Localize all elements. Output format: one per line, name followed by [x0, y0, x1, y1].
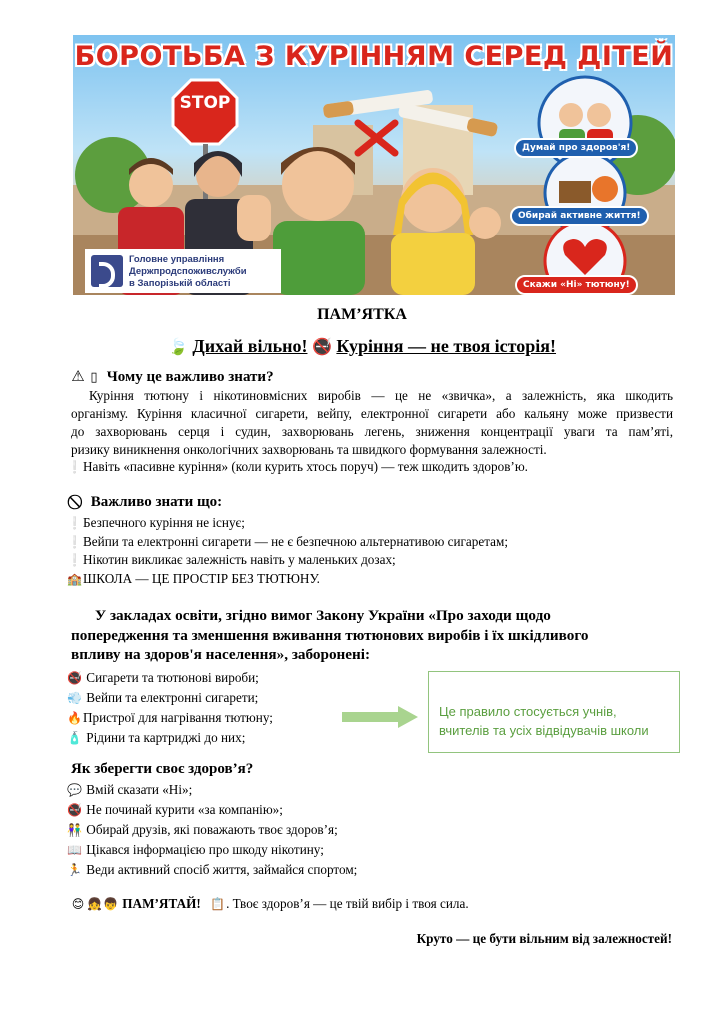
- list-item: 🏫ШКОЛА — ЦЕ ПРОСТІР БЕЗ ТЮТЮНУ.: [67, 570, 508, 589]
- passive-smoking-note: [67, 459, 528, 475]
- no-smoking-icon: 🚭: [311, 337, 332, 356]
- important-heading-text: Важливо знати що:: [90, 494, 223, 510]
- logo-line-3: в Запорізькій області: [129, 278, 231, 289]
- health-list: [67, 780, 357, 880]
- smiling-face-icon: 😊: [71, 897, 85, 911]
- banner-pill-say-no: Скажи «Ні» тютюну!: [515, 275, 638, 295]
- exclamation-icon: ❕: [67, 460, 82, 474]
- remember-label: ПАМ’ЯТАЙ!: [122, 896, 201, 911]
- list-item: ❕Вейпи та електронні сигарети — не є безпечною альтернативою сигаретам;: [67, 533, 508, 552]
- list-item: 👫 Обирай друзів, які поважають твоє здоров’я;: [67, 820, 357, 840]
- list-item: ❕Нікотин викликає залежність навіть у маленьких дозах;: [67, 551, 508, 570]
- running-icon: 🏃: [67, 863, 82, 877]
- list-item: 🚭 Не починай курити «за компанію»;: [67, 800, 357, 820]
- friends-icon: 👫: [67, 823, 82, 837]
- banner-pill-active: Обирай активне життя!: [510, 206, 649, 226]
- list-item: 🚭 Сигарети та тютюнові вироби;: [67, 668, 273, 688]
- exclamation-icon: ❕: [67, 516, 82, 530]
- prohibited-icon: [71, 494, 85, 510]
- school-icon: 🏫: [67, 571, 82, 586]
- leaf-icon: 🍃: [167, 337, 188, 356]
- stop-sign-text: STOP: [179, 93, 231, 113]
- exclamation-icon: ❕: [67, 553, 82, 567]
- logo-line-2: Держпродспоживслужби: [129, 266, 247, 277]
- speech-bubble-icon: 💬: [67, 783, 82, 797]
- list-item: ❕Безпечного куріння не існує;: [67, 514, 508, 533]
- girl-face-icon: 👧: [87, 897, 102, 911]
- warning-icon: ⚠: [71, 367, 85, 385]
- exclamation-icon: ❕: [67, 534, 82, 549]
- health-heading: Як зберегти своє здоров’я?: [71, 761, 254, 777]
- card-icon: 📋: [210, 897, 226, 911]
- rule-note-line-1: Це правило стосується учнів,: [439, 704, 617, 719]
- agency-logo: [85, 249, 281, 293]
- subtitle-part-1: Дихай вільно!: [192, 336, 308, 356]
- vape-icon: 💨: [67, 691, 82, 705]
- info-book-icon: 📖: [67, 843, 82, 857]
- document-subtitle: [0, 336, 724, 357]
- list-item: 🏃 Веди активний спосіб життя, займайся спортом;: [67, 860, 357, 880]
- heating-device-icon: 🔥: [67, 711, 82, 725]
- law-line-3: впливу на здоров'я населення», заборонені:: [71, 646, 371, 663]
- law-line-2: попередження та зменшення вживання тютюнових виробів і їх шкідливого: [71, 626, 589, 644]
- why-paragraph: [71, 387, 673, 459]
- why-line-1: Куріння тютюну і нікотиновмісних виробів — це не «звичка», а залежність, яка шкодить: [89, 388, 673, 403]
- list-item: 📖 Цікався інформацією про шкоду нікотину;: [67, 840, 357, 860]
- list-item: 🔥Пристрої для нагрівання тютюну;: [67, 708, 273, 728]
- header-banner: [73, 35, 675, 295]
- arrow-right-icon: [342, 706, 418, 728]
- document-title: ПАМ’ЯТКА: [317, 306, 407, 323]
- subtitle-part-2: Куріння — не твоя історія!: [336, 336, 557, 356]
- law-paragraph: [71, 606, 588, 665]
- why-line-2: організму. Куріння класичної сигарети, вейпу, електронної сигарети або кальяну може призвести: [71, 406, 673, 421]
- list-item: 💨 Вейпи та електронні сигарети;: [67, 688, 273, 708]
- remember-text: . Твоє здоров’я — це твій вибір і твоя сила.: [226, 896, 469, 911]
- banner-title: БОРОТЬБА З КУРІННЯМ СЕРЕД ДІТЕЙ: [74, 41, 674, 72]
- no-smoking-icon: 🚭: [67, 803, 82, 817]
- liquid-cartridge-icon: 🧴: [67, 731, 82, 745]
- why-line-4: ризику виникнення онкологічних захворювань та швидкого формування залежності.: [71, 442, 547, 457]
- banner-pill-health: Думай про здоров'я!: [514, 138, 638, 158]
- remember-line: [71, 896, 469, 912]
- agency-logo-icon: [91, 255, 123, 287]
- why-heading-text: Чому це важливо знати?: [106, 369, 274, 385]
- missing-glyph-icon: ▯: [90, 370, 98, 385]
- logo-line-1: Головне управління: [129, 254, 225, 265]
- banned-list: [67, 668, 273, 748]
- boy-face-icon: 👦: [103, 897, 118, 911]
- important-list: [67, 514, 508, 588]
- list-item: 💬 Вмій сказати «Ні»;: [67, 780, 357, 800]
- important-heading: [71, 494, 222, 511]
- passive-text: Навіть «пасивне куріння» (коли курить хтось поруч) — теж шкодить здоров’ю.: [83, 459, 528, 474]
- rule-note-box: [428, 671, 680, 753]
- why-heading: [71, 367, 274, 386]
- list-item: 🧴 Рідини та картриджі до них;: [67, 728, 273, 748]
- closing-statement: Круто — це бути вільним від залежностей!: [416, 931, 672, 946]
- law-line-1: У закладах освіти, згідно вимог Закону України «Про заходи щодо: [95, 607, 551, 624]
- why-line-3: до захворювань серця і судин, захворювань легень, зниження концентрації уваги та пам’яті,: [71, 424, 673, 439]
- rule-note-line-2: вчителів та усіх відвідувачів школи: [439, 723, 649, 738]
- no-smoking-icon: 🚭: [67, 671, 82, 685]
